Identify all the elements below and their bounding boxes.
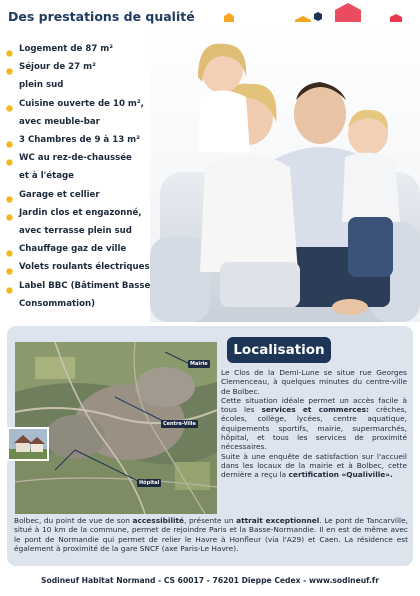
feature-text: Volets roulants électriques xyxy=(19,262,150,273)
feature-text: 3 Chambres de 9 à 13 m² xyxy=(19,135,140,146)
feature-text: plein sud xyxy=(19,80,64,91)
paragraph-qualiville: Suite à une enquête de satisfaction sur l'accueil dans les locaux de la mairie et à Bolbec, cette dernière a reçu la certification «Qualiville». xyxy=(221,451,407,480)
localisation-title: Localisation xyxy=(227,337,331,363)
feature-text: avec meuble-bar xyxy=(19,116,100,127)
features-list xyxy=(6,40,186,313)
feature-item xyxy=(6,186,186,204)
bullet-icon xyxy=(6,264,13,271)
feature-text: Cuisine ouverte de 10 m², xyxy=(19,98,144,109)
feature-text: et à l'étage xyxy=(19,171,75,182)
feature-item xyxy=(6,258,186,276)
bullet-icon xyxy=(6,283,13,290)
feature-text: avec terrasse plein sud xyxy=(19,226,132,237)
map-label-centre-ville: Centre-Ville xyxy=(163,421,196,427)
bullet-icon xyxy=(6,155,13,162)
feature-item xyxy=(6,149,186,185)
feature-text: Logement de 87 m² xyxy=(19,44,114,54)
feature-item xyxy=(6,40,186,58)
bullet-icon xyxy=(6,137,13,144)
feature-item xyxy=(6,58,186,94)
paragraph-services: Cette situation idéale permet un accès facile à tous les services et commerces: crèches, écoles, collège, lycées, centre aquatique, équipements sportifs, mairie, supermarchés, hôpital, et tous les services de proximité nécessaires. xyxy=(221,395,407,452)
bullet-icon xyxy=(6,101,13,108)
feature-text: WC au rez-de-chaussée xyxy=(19,153,132,164)
bullet-icon xyxy=(6,46,13,53)
family-photo xyxy=(150,22,420,322)
feature-text: Séjour de 27 m² xyxy=(19,62,96,73)
paragraph-accessibility: Bolbec, du point de vue de son accessibilité, présente un attrait exceptionnel. Le pont de Tancarville, situé à 10 km de la commune, permet de rejoindre Paris et la Basse-Normandie. Il en est de même avec le pont de Normandie qui permet de relier le Havre à Honfleur (via l'A29) et Caen. La résidence est également à proximité de la gare SNCF (axe Paris-Le Havre). xyxy=(14,516,408,553)
bullet-icon xyxy=(6,64,13,71)
paragraph-situation: Le Clos de la Demi-Lune se situe rue Georges Clemenceau, à quelques minutes du centre-ville de Bolbec. xyxy=(221,368,407,396)
bullet-icon xyxy=(6,192,13,199)
feature-item xyxy=(6,204,186,240)
bullet-icon xyxy=(6,246,13,253)
feature-text: Garage et cellier xyxy=(19,189,100,200)
feature-text: Consommation) xyxy=(19,298,96,309)
feature-item xyxy=(6,131,186,149)
feature-text: Jardin clos et engazonné, xyxy=(19,207,142,218)
section-title: Des prestations de qualité xyxy=(8,9,195,24)
map-label-hopital: Hôpital xyxy=(139,480,160,486)
feature-text: Chauffage gaz de ville xyxy=(19,244,127,255)
localisation-text xyxy=(221,368,407,480)
feature-text: Label BBC (Bâtiment Basse xyxy=(19,280,151,291)
feature-item xyxy=(6,95,186,131)
bullet-icon xyxy=(6,210,13,217)
feature-item xyxy=(6,277,186,313)
feature-item xyxy=(6,240,186,258)
residence-thumbnail xyxy=(7,427,49,461)
map-label-mairie: Mairie xyxy=(190,361,208,367)
footer-contact: Sodineuf Habitat Normand - CS 60017 - 76201 Dieppe Cedex - www.sodineuf.fr xyxy=(41,576,379,585)
